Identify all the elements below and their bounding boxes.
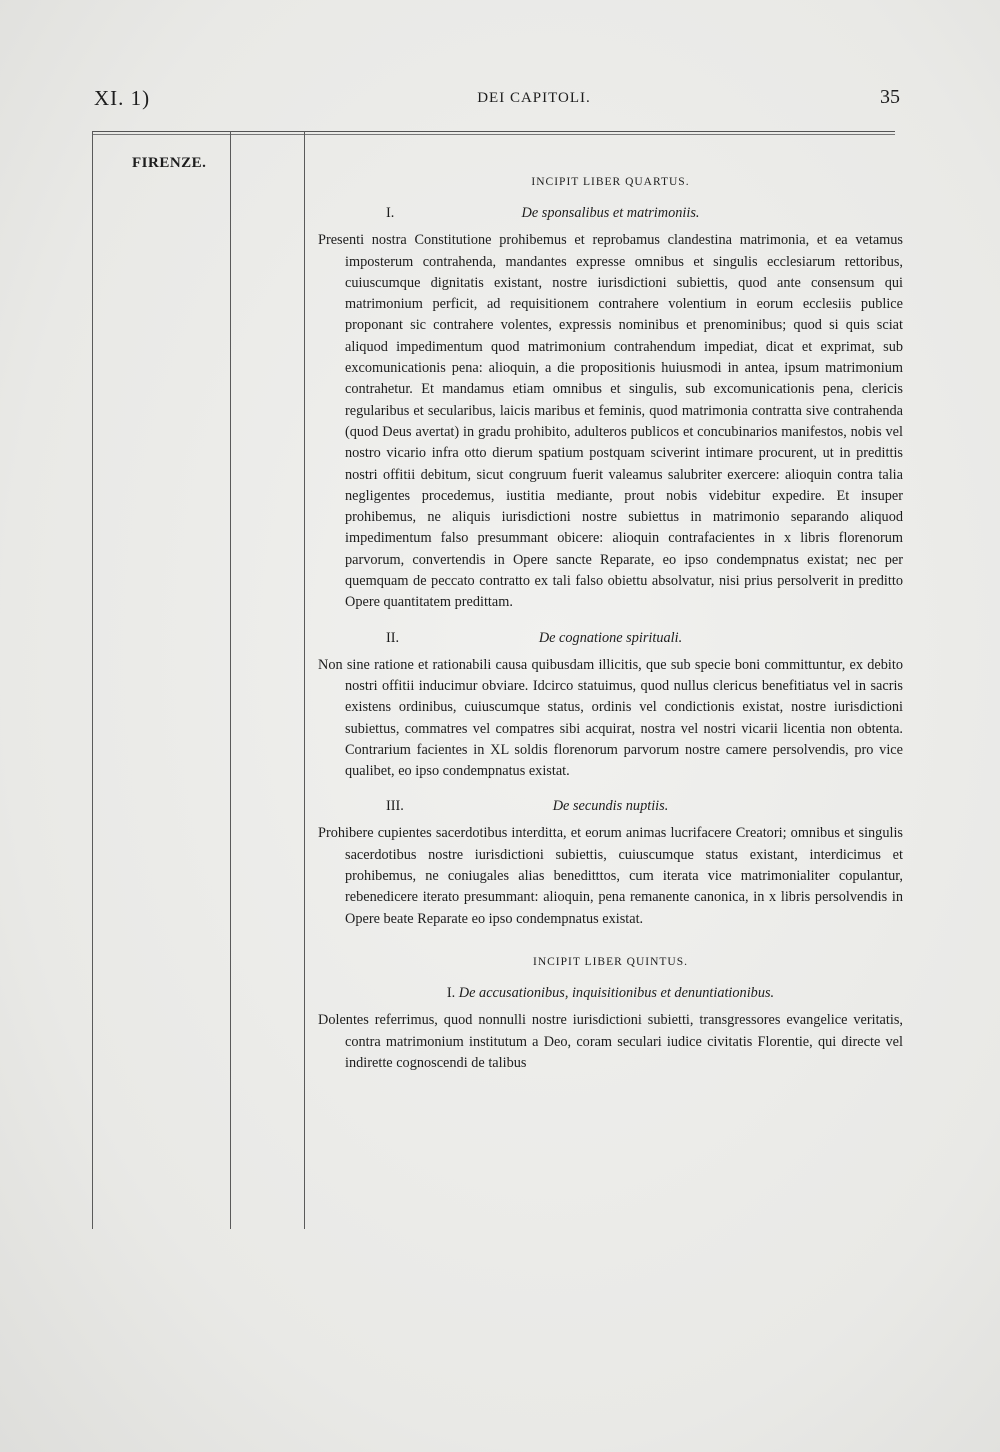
running-title: DEI CAPITOLI. bbox=[477, 90, 591, 106]
section-heading bbox=[318, 983, 903, 1004]
column-divider-left bbox=[92, 131, 93, 1229]
running-head bbox=[94, 86, 900, 116]
section-paragraph: Dolentes referrimus, quod nonnulli nostre iurisdictioni subietti, transgressores evangelice veritatis, contra matrimonium institutum a Deo, coram seculari iudice civitatis Florentie, qui directe vel indirette cognoscendi de talibus bbox=[318, 1012, 903, 1071]
section-paragraph: Presenti nostra Constitutione prohibemus et reprobamus clandestina matrimonia, et ea vetamus imposterum contrahenda, mandantes expresse omnibus et singulis ecclesiarum rettoribus, cuiuscumque dignitatis existant, nostre iurisdictioni subiettis, quod ante consensum qui matrimonium perficit, ad requisitionem contrahere volentium in eorum ecclesiis publice proponant sic contrahere volentes, expressis nominibus et prenominibus; quod si quis sciat aliquod impedimentum quod matrimonium contrahendum impediat, dicat et exprimat, sub excomunicationis pena: alioquin, a die propositionis huiusmodi in antea, ipsum matrimonium contrahetur. Et mandamus etiam omnibus et singulis, sub excomunicationis pena, clericis regularibus et secularibus, laicis maribus et feminis, quod matrimonia contratta sive contrahenda (quod Deus avertat) in gradu prohibito, adulteros publicos et concubinarios manifestos, nobis vel nostro vicario infra otto dierum spatium postquam sciverint intimare procurent, ut in predittis nostri offitii debitum, sicut congruum fuerit valeamus salubriter exercere: alioquin contra talia negligentes procedemus, iustitia mediante, prout nobis videbitur expedire. Et insuper prohibemus, ne aliquis iurisdictioni nostre subiettus in matrimonio separando aliquod impedimentum falso presummant obicere: alioquin contrafacientes in x libris florenorum parvorum, convertendis in Opere sancte Reparate, eo ipso condempnatus existat; nec per quemquam de peccato contratto ex tali falso obiettu absolvatur, nisi prius persolverit in preditto Opere quantitatem predittam. bbox=[318, 232, 903, 611]
column-divider-text bbox=[304, 131, 305, 1229]
section-heading bbox=[318, 628, 903, 649]
margin-label-firenze: FIRENZE. bbox=[132, 155, 207, 171]
top-rule bbox=[92, 131, 895, 132]
section-heading bbox=[318, 203, 903, 224]
section-number: III. bbox=[386, 798, 404, 815]
section-number: II. bbox=[386, 629, 400, 646]
section-paragraph: Prohibere cupientes sacerdotibus interditta, et eorum animas lucrifacere Creatori; omnibus et singulis sacerdotibus nostre iurisdictioni subiettis, cuiuscumque status existant, interdicimus et prohibemus, ne coniugales alias beneditttos, cum iterata vice matrimonialiter copulantur, rebenedicere iterato presummant: alioquin, pena remanente canonica, in x libris persolvendis in Opere beate Reparate eo ipso condempnatus existat. bbox=[318, 825, 903, 927]
page-number: 35 bbox=[880, 86, 900, 108]
book-five-heading: INCIPIT LIBER QUINTUS. bbox=[533, 955, 688, 968]
section-title-text: De accusationibus, inquisitionibus et denuntiationibus. bbox=[458, 985, 775, 1002]
column-divider-inner bbox=[230, 131, 231, 1229]
spacer bbox=[318, 944, 903, 952]
section-heading bbox=[318, 796, 903, 817]
main-text bbox=[318, 172, 903, 1088]
top-rule-secondary bbox=[92, 134, 895, 135]
section-title: De sponsalibus et matrimoniis. bbox=[521, 205, 700, 222]
section-title bbox=[318, 983, 903, 1004]
section-number: I. bbox=[446, 985, 456, 1002]
book-four-heading: INCIPIT LIBER QUARTUS. bbox=[531, 176, 690, 188]
section-paragraph: Non sine ratione et rationabili causa quibusdam illicitis, que sub specie boni committuntur, ex debito nostri offitii inducimur obviare. Idcirco statuimus, quod nullus clericus benefitiatus vel in sacris existens ordinibus, cuiuscumque status, ordinis vel condictionis existat, nostre iurisdictioni subiettus, commatres vel compatres sibi acquirat, nostra vel nostri vicarii licentia non obtenta. Contrarium facientes in XL soldis florenorum parvorum nostre camere persolvendis, pro vice qualibet, eo ipso condempnatus existat. bbox=[318, 656, 903, 780]
section-title: De secundis nuptiis. bbox=[552, 798, 669, 815]
section-title: De cognatione spirituali. bbox=[538, 629, 683, 646]
section-number: I. bbox=[386, 205, 395, 222]
chapter-reference: XI. 1) bbox=[94, 86, 151, 110]
